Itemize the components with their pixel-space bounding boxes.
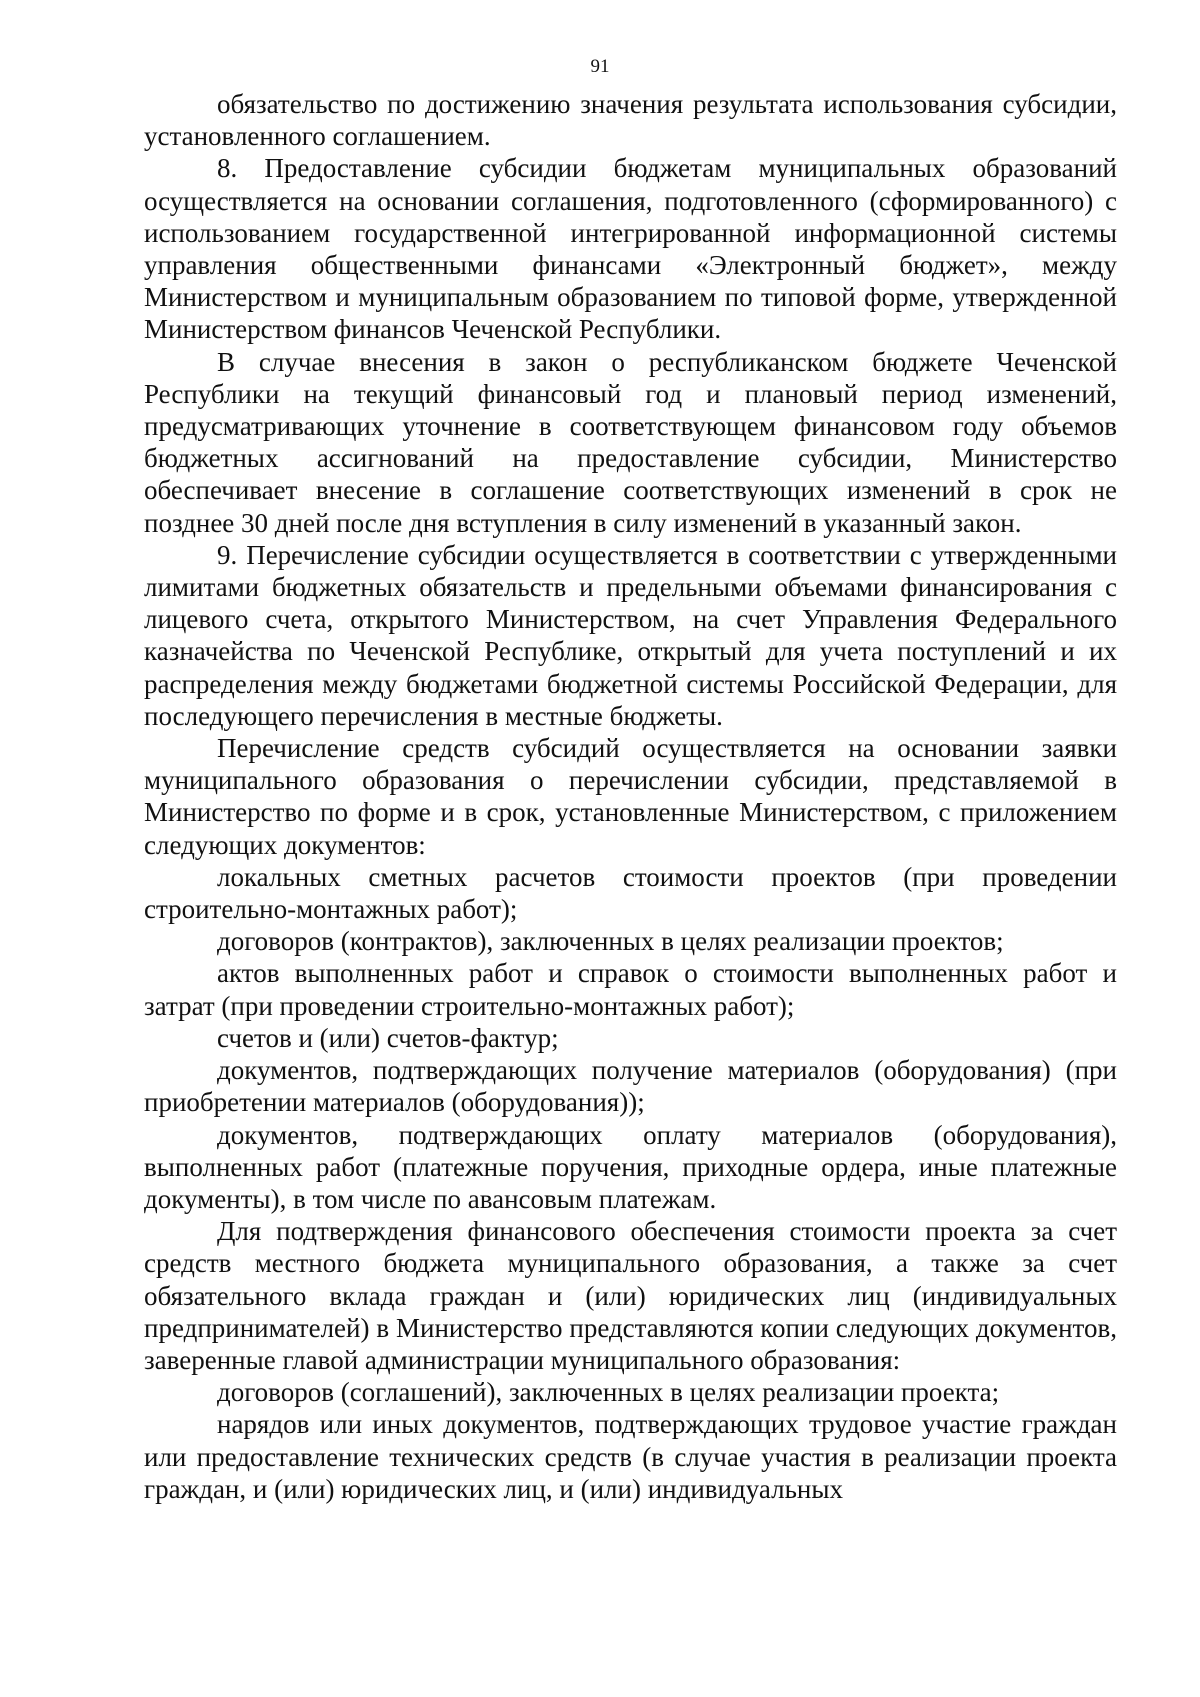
list-item: договоров (контрактов), заключенных в целях реализации проектов; — [217, 926, 1004, 957]
paragraph: обязательство по достижению значения результата использования субсидии, установленного соглашением. — [144, 89, 1117, 152]
paragraph: 9. Перечисление субсидии осуществляется в соответствии с утвержденными лимитами бюджетных обязательств и предельными объемами финансирования с лицевого счета, открытого Министерством, на счет Управления Федерального казначейства по Чеченской Республике, открытый для учета поступлений и их распределения между бюджетами бюджетной системы Российской Федерации, для последующего перечисления в местные бюджеты. — [144, 539, 1117, 731]
list-item: счетов и (или) счетов-фактур; — [217, 1022, 559, 1053]
paragraph: В случае внесения в закон о республиканском бюджете Чеченской Республики на текущий финансовый год и плановый период изменений, предусматривающих уточнение в соответствующем финансовом году объемов бюджетных ассигнований на предоставление субсидии, Министерство обеспечивает внесение в соглашение соответствующих изменений в срок не позднее 30 дней после дня вступления в силу изменений в указанный закон. — [144, 346, 1117, 538]
document-body — [144, 88, 1117, 1505]
list-item: локальных сметных расчетов стоимости проектов (при проведении строительно-монтажных работ); — [144, 861, 1117, 925]
list-item: актов выполненных работ и справок о стоимости выполненных работ и затрат (при проведении строительно-монтажных работ); — [144, 958, 1117, 1021]
list-item: документов, подтверждающих оплату материалов (оборудования), выполненных работ (платежные поручения, приходные ордера, иные платежные документы), в том числе по авансовым платежам. — [144, 1119, 1117, 1214]
paragraph: Перечисление средств субсидий осуществляется на основании заявки муниципального образования о перечислении субсидии, представляемой в Министерство по форме и в срок, установленные Министерством, с приложением следующих документов: — [144, 733, 1117, 860]
list-item: договоров (соглашений), заключенных в целях реализации проекта; — [217, 1377, 1000, 1408]
list-item: нарядов или иных документов, подтверждающих трудовое участие граждан или предоставление технических средств (в случае участия в реализации проекта граждан, и (или) юридических лиц, и (или) индивидуальных — [144, 1409, 1117, 1504]
paragraph: Для подтверждения финансового обеспечения стоимости проекта за счет средств местного бюджета муниципального образования, а также за счет обязательного вклада граждан и (или) юридических лиц (индивидуальных предпринимателей) в Министерство представляются копии следующих документов, заверенные главой администрации муниципального образования: — [144, 1216, 1117, 1375]
list-item: документов, подтверждающих получение материалов (оборудования) (при приобретении материалов (оборудования)); — [144, 1055, 1117, 1118]
paragraph: 8. Предоставление субсидии бюджетам муниципальных образований осуществляется на основании соглашения, подготовленного (сформированного) с использованием государственной интегрированной информационной системы управления общественными финансами «Электронный бюджет», между Министерством и муниципальным образованием по типовой форме, утвержденной Министерством финансов Чеченской Республики. — [144, 153, 1117, 345]
page-number: 91 — [590, 56, 610, 77]
